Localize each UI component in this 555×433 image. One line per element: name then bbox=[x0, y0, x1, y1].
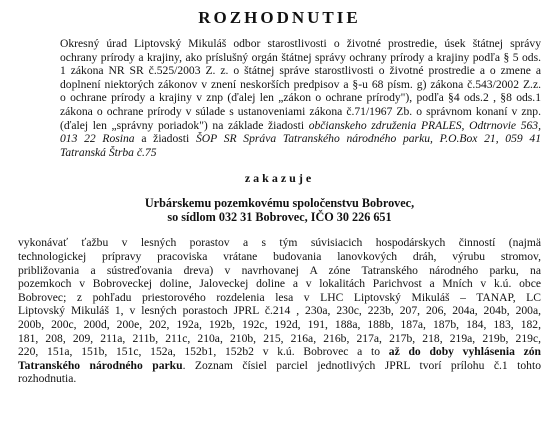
addressee-name: Urbárskemu pozemkovému spoločenstvu Bobrovec, bbox=[144, 196, 415, 211]
intro-line: Okresný úrad Liptovský Mikuláš odbor starostlivosti o životné prostredie, úsek štátnej správy bbox=[60, 37, 541, 50]
intro-line bbox=[18, 132, 541, 146]
addressee-address: so sídlom 032 31 Bobrovec, IČO 30 226 651 bbox=[167, 210, 392, 225]
intro-text: (ďalej len „správny poriadok") na základe žiadosti bbox=[60, 118, 309, 132]
intro-line: ochrany prírody a krajiny, ako príslušný orgán štátnej správy ochrany prírody a krajiny podľa § 5 ods. bbox=[60, 50, 541, 64]
body-line: Bobrovec; z pohľadu priestorového rozdelenia lesa v LHC Liptovský Mikuláš – TANAP, LC bbox=[18, 290, 541, 304]
body-text: . Zoznam čísiel parciel jednotlivých JPRL tvorí prílohu č.1 tohto bbox=[182, 358, 541, 372]
body-line: približovania a sústreďovania dreva) v navrhovanej A zóne Tatranského národného parku, na bbox=[18, 263, 541, 277]
intro-line: zákona o ochrane prírody v súlade s ustanoveniami zákona č.71/1967 Zb. o správnom konaní v znp. bbox=[60, 104, 541, 118]
body-line bbox=[18, 345, 541, 359]
body-line: vykonávať ťažbu v lesných porastov a s tým súvisiacich hospodárskych činností (najmä bbox=[18, 236, 541, 250]
applicant-prales-address: 013 22 Rosina bbox=[60, 132, 135, 146]
body-line: 181, 208, 209, 211a, 211b, 211c, 210a, 210b, 215, 216a, 216b, 217a, 217b, 218, 219a, 219b, 219c, bbox=[18, 331, 541, 345]
body-text: 220, 151a, 151b, 151c, 152a, 152b1, 152b2 v k.ú. Bobrovec a to bbox=[18, 345, 389, 359]
body-line: technologickej prípravy pracoviska vrátane budovania lanovkových dráh, výrubu stromov, bbox=[18, 249, 541, 263]
addressee bbox=[18, 196, 541, 224]
body-line: Liptovský Mikuláš 1, v lesných porastoch JPRL č.214 , 230a, 230c, 223b, 207, 206, 204a, 204b, 200a, bbox=[18, 304, 541, 318]
intro-line bbox=[18, 119, 541, 133]
body-line bbox=[18, 359, 541, 373]
intro-line: 1 zákona NR SR č.525/2003 Z. z. o štátnej správe starostlivosti o životné prostredie a o zmene a bbox=[60, 64, 541, 78]
body-bold-phrase: až do doby vyhlásenia zón bbox=[388, 345, 541, 359]
decision-verb: zakazuje bbox=[244, 171, 315, 186]
intro-line bbox=[18, 146, 541, 160]
intro-text: a žiadosti bbox=[134, 132, 196, 146]
applicant-sop: ŠOP SR Správa Tatranského národného parku, P.O.Box 21, 059 41 bbox=[195, 132, 541, 146]
intro-line: doplnení niektorých zákonov v znení neskorších predpisov a §-u 68 písm. g) zákona č.543/2002 Z.z. bbox=[60, 77, 541, 91]
decision-body bbox=[18, 236, 541, 386]
body-line: rozhodnutia. bbox=[18, 372, 77, 386]
body-bold-phrase: Tatranského národného parku bbox=[18, 358, 183, 372]
applicant-prales: občianskeho združenia PRALES, Odtrnovie 563, bbox=[308, 118, 541, 132]
intro-paragraph bbox=[18, 37, 541, 159]
document-title: ROZHODNUTIE bbox=[198, 8, 361, 27]
applicant-sop-address: Tatranská Štrba č.75 bbox=[60, 145, 157, 159]
intro-line: o ochrane prírody a krajiny v znp (ďalej len „zákon o ochrane prírody"), podľa §4 ods.2 , §8 ods.1 bbox=[60, 91, 541, 105]
body-line: 200b, 200c, 200d, 200e, 202, 192a, 192b, 192c, 192d, 191, 188a, 188b, 187a, 187b, 184, 183, 182, bbox=[18, 317, 541, 331]
body-line: pozemkoch v Bobroveckej doline, Jaloveckej doline a v lokalitách Parichvost a Mních v k.ú. obce bbox=[18, 277, 541, 291]
